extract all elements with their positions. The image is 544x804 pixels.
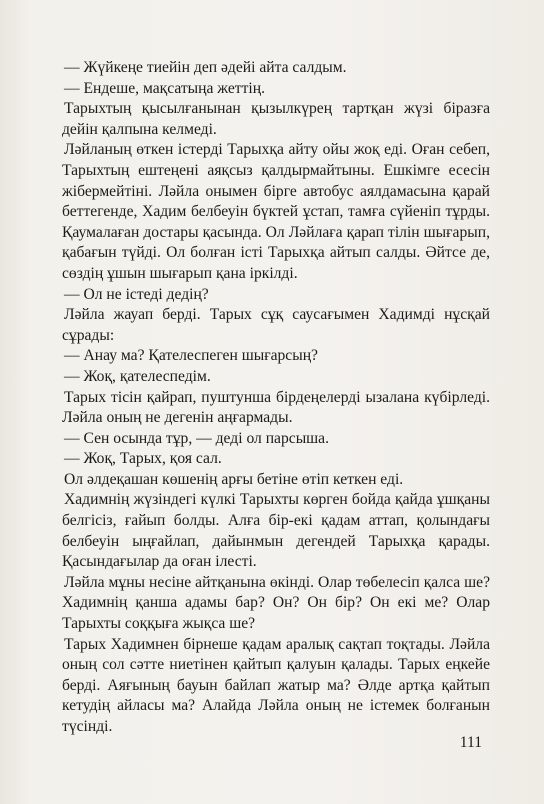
paragraph: — Жоқ, Тарых, қоя сал. [64, 450, 222, 468]
paragraph: Хадимнің жүзіндегі күлкі Тарыхты көрген бойда қайда ұшқаны белгісіз, ғайып болды. Алға бір-екі қадам аттап, қолындағы белбеуін ыңғайлап, дайынмын дегендей Тарыхқа қарады. Қасындағылар да оған ілесті. [62, 491, 490, 571]
paragraph: — Сен осында тұр, — деді ол парсыша. [64, 429, 330, 447]
paragraph: Тарых тісін қайрап, пуштунша бірдеңелерді ызалана күбірледі. Ләйла оның не дегенін аңғармады. [62, 388, 490, 427]
page-text [62, 58, 490, 738]
paragraph: — Жүйкеңе тиейін деп әдейі айта салдым. [64, 59, 347, 76]
page-number: 111 [459, 734, 482, 751]
paragraph: — Анау ма? Қателеспеген шығарсың? [64, 347, 318, 365]
paragraph: — Ол не істеді дедің? [64, 285, 209, 303]
paragraph: Ләйла мұны несіне айтқанына өкінді. Олар төбелесіп қалса ше? Хадимнің қанша адамы бар? Он? Он бір? Он екі ме? Олар Тарыхты соққыға жықса ше? [62, 573, 490, 633]
paragraph: — Жоқ, қателеспедім. [64, 367, 211, 385]
paragraph: Тарых Хадимнен бірнеше қадам аралық сақтап тоқтады. Ләйла оның сол сәтте ниетінен қайтып қалуын қалады. Тарых еңкейе берді. Аяғының бауын байлап жатыр ма? Әлде артқа қайтып кетудің айласы ма? Алайда Ләйла оның не істемек болғанын түсінді. [62, 635, 490, 735]
paragraph: Ол әлдеқашан көшенің арғы бетіне өтіп кеткен еді. [64, 470, 404, 488]
paragraph: Тарыхтың қысылғанынан қызылкүрең тартқан жүзі біразға дейін қалпына келмеді. [62, 100, 490, 138]
paragraph: Ләйланың өткен істерді Тарыхқа айту ойы жоқ еді. Оған себеп, Тарыхтың ештеңені аяқсыз қалдырмайтыны. Ешкімге есесін жібермейтіні. Ләйла онымен бірге автобус аялдамасына қарай беттегенде, Хадим белбеуін бүктей ұстап, тамға сүйеніп тұрды. Қаумалаған достары қасында. Ол Ләйлаға қарап тілін шығарып, қабағын түйді. Ол болған істі Тарыхқа айтып салды. Әйтсе де, сөздің ұшын шығарып қана іркілді. [62, 141, 490, 282]
paragraph: Ләйла жауап берді. Тарых сұқ саусағымен Хадимді нұсқай сұрады: [62, 306, 490, 344]
paragraph: — Ендеше, мақсатыңа жеттің. [64, 79, 265, 97]
